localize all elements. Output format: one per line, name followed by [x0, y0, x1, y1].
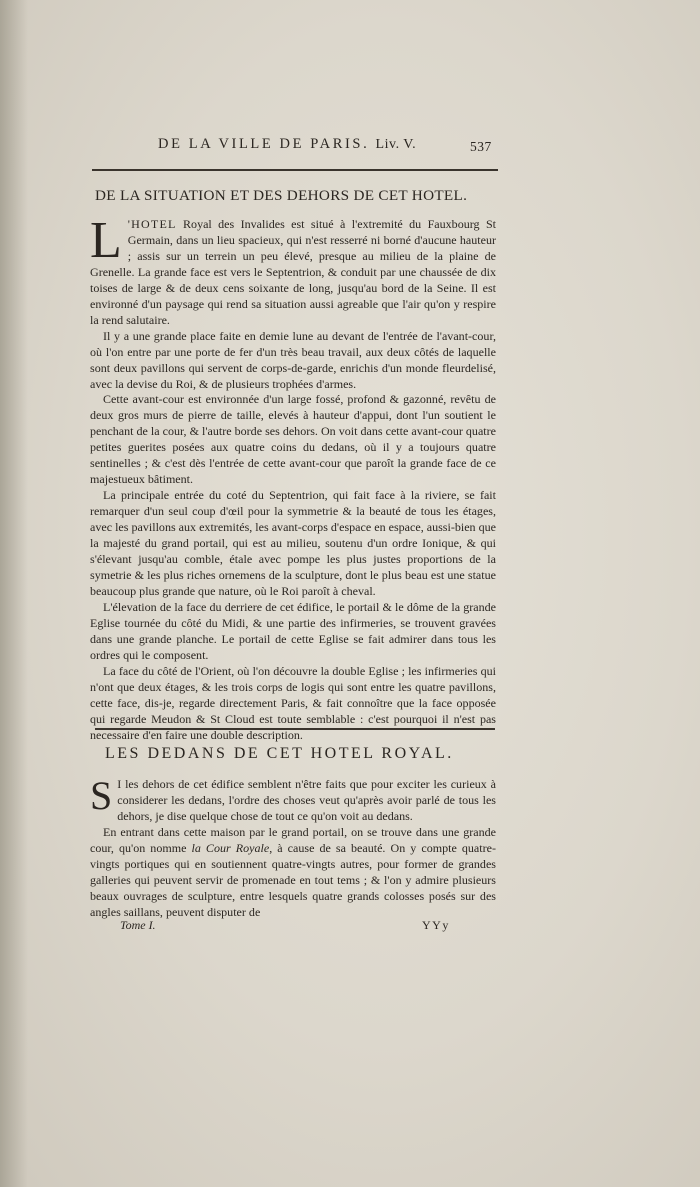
- section-body-dedans: [90, 773, 496, 921]
- paragraph: [90, 825, 496, 921]
- running-head: [158, 136, 416, 153]
- lead-word: 'HOTEL: [127, 217, 177, 231]
- italic-term: la Cour Royale: [191, 840, 270, 855]
- section-title-dedans: LES DEDANS DE CET HOTEL ROYAL.: [105, 745, 454, 762]
- paragraph: La face du côté de l'Orient, où l'on découvre la double Eglise ; les infirmeries qui n'ont que deux étages, & les trois corps de logis qui sont entre les quatre pavillons, cette face, dis-je, regarde directement Paris, & fait connoître que la face opposée qui regarde Meudon & St Cloud est toute semblable : c'est pourquoi il n'est pas necessaire d'en faire une double description.: [90, 663, 496, 742]
- paragraph-text: , à cause de sa beauté. On y compte quatre-vingts portiques qui en soutiennent quatre-vingts autres, pour former de grandes galleries qui peuvent servir de promenade en tout tems ; & l'on y admire plusieurs beaux ouvrages de sculpture, entre lesquels quatre grands colosses posés sur des angles saillans, peuvent disputer de: [90, 840, 496, 919]
- gutter-shadow: [0, 0, 28, 1187]
- paragraph: Il y a une grande place faite en demie lune au devant de l'entrée de l'avant-cour, où l'on entre par une porte de fer d'un très beau travail, aux deux côtés de laquelle sont deux pavillons qui servent de corps-de-garde, enrichis d'un monde fleurdelisé, avec la devise du Roi, & de plusieurs trophées d'armes.: [90, 328, 496, 391]
- running-head-title: DE LA VILLE DE PARIS.: [158, 136, 370, 152]
- page-number: 537: [470, 139, 492, 154]
- paragraph-text: En entrant dans cette maison par le grand portail, on se trouve dans une grande cour, qu'on nomme: [90, 824, 496, 855]
- paragraph: [90, 773, 496, 825]
- paragraph: La principale entrée du coté du Septentrion, qui fait face à la riviere, se fait remarquer d'un seul coup d'œil pour la symmetrie & la beauté de tous les étages, avec les pavillons aux extremités, les avant-corps d'espace en espace, aussi-bien que la majesté du grand portail, qui est au milieu, soutenu d'un ordre Ionique, & qui s'élevant jusqu'au comble, étale avec pompe les plus justes proportions de la symetrie & les plus riches ornemens de la sculpture, dont le plus beau est une statue beaucoup plus grande que nature, où le Roi paroît à cheval.: [90, 488, 496, 598]
- paragraph: L'élevation de la face du derriere de cet édifice, le portail & le dôme de la grande Eglise tournée du côté du Midi, & une partie des infirmeries, se trouvent gravées dans une grande planche. Le portail de cette Eglise se fait admirer dans tous les ordres qui le composent.: [90, 599, 496, 662]
- top-rule: [92, 169, 498, 171]
- paragraph-text: I les dehors de cet édifice semblent n'être faits que pour exciter les curieux à considerer les dedans, l'ordre des choses veut qu'après avoir parlé de tous les dehors, je dise quelque chose de tout ce qu'on voit au dedans.: [117, 777, 496, 823]
- tome-label: Tome I.: [120, 918, 156, 932]
- section-divider-rule: [95, 728, 495, 730]
- signature-mark: YYy: [422, 918, 450, 932]
- paragraph-text: Royal des Invalides est situé à l'extremité du Fauxbourg St Germain, dans un lieu spacieux, qui n'est resserré ni borné d'aucune hauteur ; assis sur un terrein un peu élevé, presque au milieu de la plaine de Grenelle. La grande face est vers le Septentrion, & conduit par une chaussée de dix toises de large & de deux cens soixante de long, jusqu'au bord de la Seine. Il est environné d'un paysage qui rend sa situation aussi agreable que l'air qu'on y respire la rend salutaire.: [90, 217, 496, 327]
- book-number: Liv. V.: [375, 137, 417, 152]
- paragraph: Cette avant-cour est environnée d'un large fossé, profond & gazonné, revêtu de deux gros murs de pierre de taille, elevés à hauteur d'appui, dont l'un soutient le penchant de la cour, & l'autre borde ses dehors. On voit dans cette avant-cour quatre petites guerites posées aux quatre coins du dedans, où il y a toujours quatre sentinelles ; & c'est dès l'entrée de cette avant-cour que paroît la grande face de ce majestueux bâtiment.: [90, 392, 496, 487]
- section-body-situation: [90, 212, 496, 743]
- drop-cap: S: [90, 773, 113, 818]
- drop-cap: L: [90, 212, 122, 269]
- section-title-situation: DE LA SITUATION ET DES DEHORS DE CET HOTEL.: [95, 187, 468, 204]
- paragraph: [90, 212, 496, 329]
